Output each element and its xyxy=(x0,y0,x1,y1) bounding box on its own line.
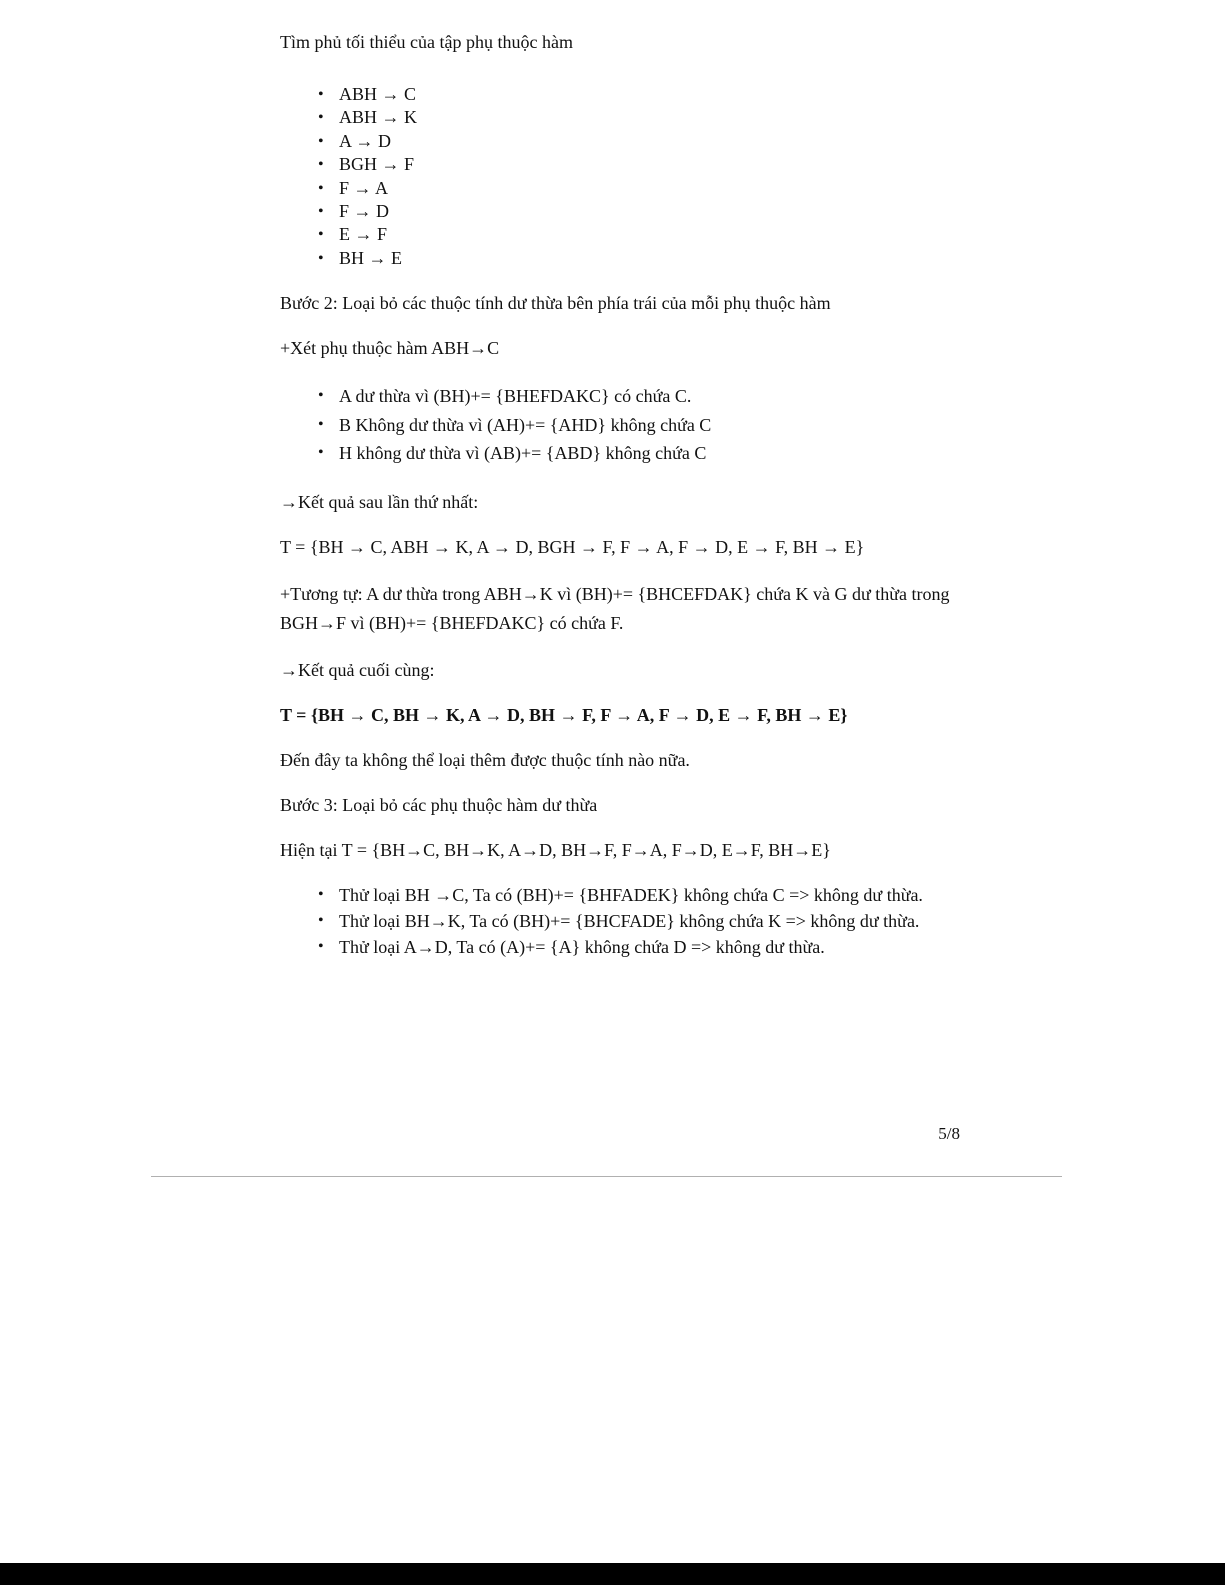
fd-list xyxy=(280,83,960,270)
bullet-icon: • xyxy=(318,415,324,433)
bullet-icon: • xyxy=(318,86,324,103)
bullet-icon: • xyxy=(318,226,324,244)
result1-label: →Kết quả sau lần thứ nhất: xyxy=(280,492,479,513)
page-content xyxy=(280,30,960,960)
final-result-label: →Kết quả cuối cùng: xyxy=(280,660,435,681)
bullet-icon: • xyxy=(318,249,324,267)
bullet-icon: • xyxy=(318,444,324,462)
bullet-icon: • xyxy=(318,109,324,127)
list-item: • Thử loại BH →C, Ta có (BH)+= {BHFADEK} không chứa C => không dư thừa. xyxy=(280,882,960,908)
final-result-formula: T = {BH → C, BH → K, A → D, BH → F, F → A, F → D, E → F, BH → E} xyxy=(280,705,848,726)
conclusion-text: Đến đây ta không thể loại thêm được thuộc tính nào nữa. xyxy=(280,750,690,771)
list-item: • H không dư thừa vì (AB)+= {ABD} không chứa C xyxy=(280,439,960,468)
list-item: • F → D xyxy=(280,200,960,223)
list-item: • BH → E xyxy=(280,247,960,270)
bullet-icon: • xyxy=(318,203,324,221)
list-item: • ABH → C xyxy=(280,83,960,106)
current-t-formula: Hiện tại T = {BH→C, BH→K, A→D, BH→F, F→A, F→D, E→F, BH→E} xyxy=(280,840,831,861)
bullet-icon: • xyxy=(318,886,324,904)
step3-list xyxy=(280,882,960,960)
page-separator xyxy=(151,1176,1062,1177)
list-item: • ABH → K xyxy=(280,106,960,129)
step2-list xyxy=(280,382,960,468)
bullet-icon: • xyxy=(318,179,324,197)
list-item: • Thử loại A→D, Ta có (A)+= {A} không chứa D => không dư thừa. xyxy=(280,934,960,960)
list-item: • B Không dư thừa vì (AH)+= {AHD} không chứa C xyxy=(280,411,960,440)
page-number: 5/8 xyxy=(938,1124,960,1143)
bullet-icon: • xyxy=(318,156,324,174)
result1-formula: T = {BH → C, ABH → K, A → D, BGH → F, F → A, F → D, E → F, BH → E} xyxy=(280,537,865,558)
bullet-icon: • xyxy=(318,912,324,930)
bullet-icon: • xyxy=(318,938,324,956)
step2-consider: +Xét phụ thuộc hàm ABH→C xyxy=(280,338,500,359)
list-item: • E → F xyxy=(280,223,960,246)
step3-heading: Bước 3: Loại bỏ các phụ thuộc hàm dư thừa xyxy=(280,795,598,816)
list-item: • F → A xyxy=(280,177,960,200)
step2-heading: Bước 2: Loại bỏ các thuộc tính dư thừa bên phía trái của mỗi phụ thuộc hàm xyxy=(280,293,831,314)
section-title: Tìm phủ tối thiểu của tập phụ thuộc hàm xyxy=(280,32,573,52)
bottom-bar xyxy=(0,1563,1225,1585)
list-item: • Thử loại BH→K, Ta có (BH)+= {BHCFADE} không chứa K => không dư thừa. xyxy=(280,908,960,934)
bullet-icon: • xyxy=(318,387,324,405)
list-item: • BGH → F xyxy=(280,153,960,176)
list-item: • A dư thừa vì (BH)+= {BHEFDAKC} có chứa C. xyxy=(280,382,960,411)
bullet-icon: • xyxy=(318,132,324,150)
list-item: • A → D xyxy=(280,130,960,153)
similar-paragraph: +Tương tự: A dư thừa trong ABH→K vì (BH)+= {BHCEFDAK} chứa K và G dư thừa trong BGH→F vì (BH)+= {BHEFDAKC} có chứa F. xyxy=(280,584,950,634)
